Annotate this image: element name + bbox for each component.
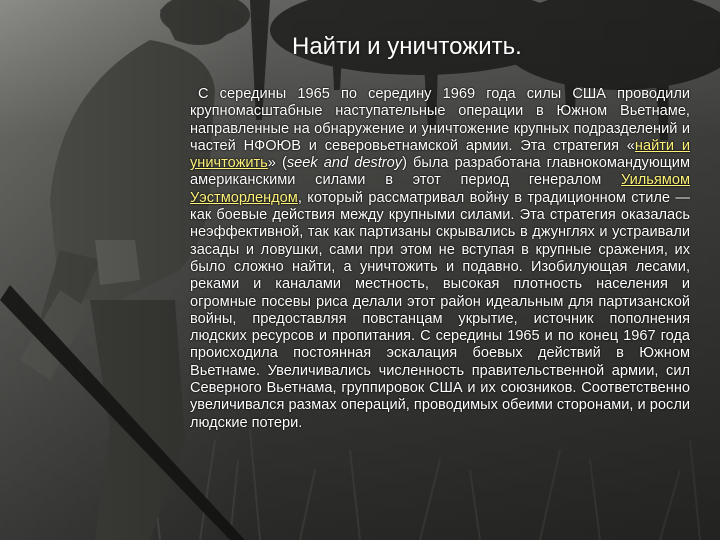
slide-body-text <box>190 86 690 432</box>
body-text-part-4: , который рассматривал войну в традиционном стиле — как боевые действия между крупными силами. Эта стратегия оказалась неэффективной, так как партизаны скрывались в джунглях и устраивали засады и ловушки, сами при этом не вступая в крупные сражения, их было сложно найти, а уничтожить и подавно. Изобилующая лесами, реками и каналами местность, высокая плотность населения и огромные посевы риса делали этот район идеальным для партизанской войны, предоставляя повстанцам укрытие, источник пополнения людских ресурсов и пропитания. С середины 1965 и по конец 1967 года происходила постоянная эскалация боевых действий в Южном Вьетнаме. Увеличивались численность правительственной армии, сил Северного Вьетнама, группировок США и их союзников. Соответственно увеличивался размах операций, проводимых обеими сторонами, и росли людские потери. <box>190 189 690 431</box>
body-text-part-1: С середины 1965 по середину 1969 года силы США проводили крупномасштабные наступательные операции в Южном Вьетнаме, направленные на обнаружение и уничтожение крупных подразделений и частей НФОЮВ и северовьетнамской армии. Эта стратегия « <box>190 86 690 154</box>
slide-title: Найти и уничтожить. <box>292 33 522 60</box>
body-text-part-3: ) была разработана главнокомандующим американскими силами в этот период генералом <box>190 155 690 189</box>
english-term: seek and destroy <box>286 155 403 172</box>
body-text-part-2: » ( <box>267 155 287 172</box>
link-seek-and-destroy[interactable]: найти и уничтожить <box>190 137 691 172</box>
link-westmoreland[interactable]: Уильямом Уэстморлендом <box>190 172 690 206</box>
